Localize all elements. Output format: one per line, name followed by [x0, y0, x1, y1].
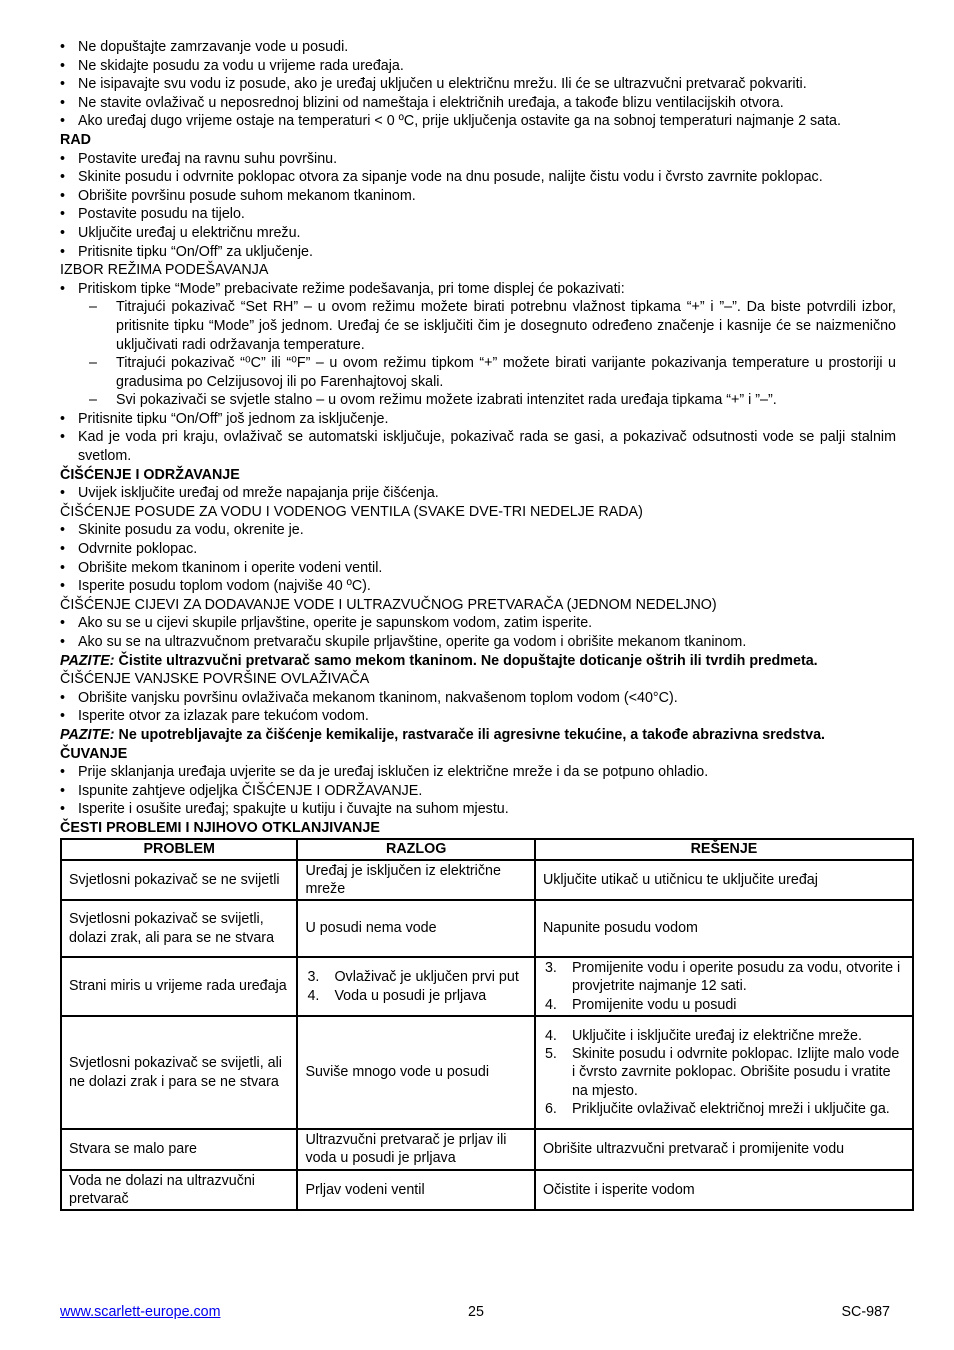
warning-note	[60, 652, 896, 671]
reason-cell: Uređaj je isključen iz električne mreže	[297, 860, 535, 901]
item-number: 3.	[544, 960, 557, 977]
solution-list	[543, 1027, 905, 1118]
problem-cell: Stvara se malo pare	[61, 1129, 297, 1170]
exterior-cleaning-bullets	[60, 689, 896, 726]
list-item: • Prije sklanjanja uređaja uvjerite se da je uređaj isklučen iz električne mreže i da se potpuno ohladio.	[60, 763, 896, 782]
subheading-transducer-cleaning: ČIŠĆENJE CIJEVI ZA DODAVANJE VODE I ULTRAZVUČNOG PRETVARAČA (JEDNOM NEDELJNO)	[60, 596, 717, 613]
solution-cell: Očistite i isperite vodom	[535, 1170, 913, 1211]
dash-item: – Titrajući pokazivač “⁰C” ili “⁰F” – u ovom režimu tipkom “+” možete birati varijante pokazivanja temperature u prostoriji u gradusima po Celzijusovoj ili po Farenhajtovoj skali.	[60, 354, 896, 391]
section-heading-storage: ČUVANJE	[60, 745, 128, 762]
reason-cell: Ultrazvučni pretvarač je prljav ili voda u posudi je prljava	[297, 1129, 535, 1170]
problem-cell: Svjetlosni pokazivač se svijetli, ali ne dolazi zrak i para se ne stvara	[61, 1016, 297, 1129]
solution-cell: Uključite utikač u utičnicu te uključite uređaj	[535, 860, 913, 901]
troubleshooting-table	[60, 838, 914, 1212]
list-item: • Pritisnite tipku “On/Off” još jednom za isključenje.	[60, 410, 896, 429]
list-item	[305, 968, 527, 986]
problem-cell: Svjetlosni pokazivač se svijetli, dolazi zrak, ali para se ne stvara	[61, 900, 297, 957]
list-item: • Postavite posudu na tijelo.	[60, 205, 896, 224]
table-row	[61, 900, 913, 957]
list-item: • Ne isipavajte svu vodu iz posude, ako je uređaj uključen u električnu mrežu. Ili će se ultrazvučni pretvarač pokvariti.	[60, 75, 896, 94]
solution-list	[543, 959, 905, 1014]
column-header-solution: REŠENJE	[535, 839, 913, 860]
list-item: • Skinite posudu za vodu, okrenite je.	[60, 521, 896, 540]
item-number: 3.	[307, 969, 320, 986]
list-item	[305, 987, 527, 1005]
list-item: • Ne skidajte posudu za vodu u vrijeme rada uređaja.	[60, 57, 896, 76]
table-row	[61, 860, 913, 901]
reason-cell	[297, 957, 535, 1016]
storage-bullets	[60, 763, 896, 819]
reason-cell: Suviše mnogo vode u posudi	[297, 1016, 535, 1129]
list-item: • Ako su se u cijevi skupile prljavštine, operite je sapunskom vodom, zatim isperite.	[60, 614, 896, 633]
item-text: Skinite posudu i odvrnite poklopac. Izlijte malo vode i čvrsto zavrnite poklopac. Obrišite posudu i vratite na mjesto.	[571, 1046, 900, 1099]
page-number: 25	[468, 1304, 484, 1320]
item-text: Uključite i isključite uređaj iz električne mreže.	[571, 1027, 862, 1044]
table-row	[61, 1129, 913, 1170]
list-item: • Ako uređaj dugo vrijeme ostaje na temperaturi < 0 ºC, prije uključenja ostavite ga na sobnoj temperaturi najmanje 2 sata.	[60, 112, 896, 131]
list-item: • Obrišite površinu posude suhom mekanom tkaninom.	[60, 187, 896, 206]
warning-note	[60, 726, 896, 745]
list-item	[543, 959, 905, 996]
list-item: • Obrišite mekom tkaninom i operite vodeni ventil.	[60, 559, 896, 578]
container-cleaning-bullets	[60, 521, 896, 595]
problem-cell: Voda ne dolazi na ultrazvučni pretvarač	[61, 1170, 297, 1211]
list-item: • Uključite uređaj u električnu mrežu.	[60, 224, 896, 243]
item-text: Priključite ovlaživač električnoj mreži i uključite ga.	[571, 1100, 890, 1117]
section-heading-cleaning: ČIŠĆENJE I ODRŽAVANJE	[60, 466, 240, 483]
list-item: • Uvijek isključite uređaj od mreže napajanja prije čišćenja.	[60, 484, 896, 503]
page-content	[60, 38, 901, 1211]
list-item	[543, 996, 905, 1014]
transducer-cleaning-bullets	[60, 614, 896, 651]
section-heading-rad: RAD	[60, 131, 91, 148]
table-row	[61, 957, 913, 1016]
page-footer	[60, 1303, 890, 1323]
list-item: • Ispunite zahtjeve odjeljka ČIŠĆENJE I ODRŽAVANJE.	[60, 782, 896, 801]
cleaning-bullets	[60, 484, 896, 503]
item-number: 4.	[307, 987, 320, 1004]
list-item: • Isperite posudu toplom vodom (najviše 40 ºC).	[60, 577, 896, 596]
item-number: 4.	[544, 996, 557, 1013]
solution-cell: Obrišite ultrazvučni pretvarač i promijenite vodu	[535, 1129, 913, 1170]
list-item: • Ne dopuštajte zamrzavanje vode u posudi.	[60, 38, 896, 57]
warning-label: PAZITE:	[60, 726, 115, 743]
list-item	[543, 1100, 905, 1118]
section-heading-troubleshooting: ČESTI PROBLEMI I NJIHOVO OTKLANJIVANJE	[60, 819, 380, 836]
list-item: • Kad je voda pri kraju, ovlaživač se automatski isključuje, pokazivač rada se gasi, a pokazivač odsutnosti vode se palji stalnim svetlom.	[60, 428, 896, 465]
website-link[interactable]: www.scarlett-europe.com	[60, 1304, 221, 1320]
column-header-reason: RAZLOG	[297, 839, 535, 860]
list-item: • Postavite uređaj na ravnu suhu površinu.	[60, 150, 896, 169]
reason-cell: Prljav vodeni ventil	[297, 1170, 535, 1211]
rad-bullets	[60, 150, 896, 262]
solution-cell	[535, 957, 913, 1016]
item-text: Promijenite vodu i operite posudu za vodu, otvorite i provjetrite najmanje 12 sati.	[571, 960, 901, 995]
dash-item: – Titrajući pokazivač “Set RH” – u ovom režimu možete birati potrebnu vlažnost tipkama “+” i ”–”. Da biste potvrdili izbor, pritisnite tipku “Mode” još jednom. Uređaj će se isključiti čim je dosegnuto određeno značenje i kasnije će se naizmenično uključivati radi održavanja temperature.	[60, 298, 896, 354]
model-number: SC-987	[841, 1304, 890, 1320]
list-item: • Ako su se na ultrazvučnom pretvaraču skupile prljavštine, operite ga vodom i obrišite mekanom tkaninom.	[60, 633, 896, 652]
list-item: • Odvrnite poklopac.	[60, 540, 896, 559]
item-number: 4.	[544, 1027, 557, 1044]
intro-bullets	[60, 38, 896, 131]
list-item: • Pritisnite tipku “On/Off” za uključenje.	[60, 243, 896, 262]
item-text: Promijenite vodu u posudi	[571, 996, 737, 1013]
mode-bullets	[60, 280, 896, 466]
subheading-container-cleaning: ČIŠĆENJE POSUDE ZA VODU I VODENOG VENTILA (SVAKE DVE-TRI NEDELJE RADA)	[60, 503, 643, 520]
item-text: Ovlaživač je uključen prvi put	[334, 969, 519, 986]
problem-cell: Svjetlosni pokazivač se ne svijetli	[61, 860, 297, 901]
list-item: • Skinite posudu i odvrnite poklopac otvora za sipanje vode na dnu posude, nalijte čistu vodu i čvrsto zavrnite poklopac.	[60, 168, 896, 187]
warning-text: Ne upotrebljavajte za čišćenje kemikalije, rastvarače ili agresivne tekućine, a takođe abrazivna sredstva.	[114, 726, 825, 743]
list-item: • Isperite otvor za izlazak pare tekućom vodom.	[60, 707, 896, 726]
solution-cell: Napunite posudu vodom	[535, 900, 913, 957]
list-item	[543, 1045, 905, 1100]
reason-cell: U posudi nema vode	[297, 900, 535, 957]
dash-item: – Svi pokazivači se svjetle stalno – u ovom režimu možete izabrati intenzitet rada uređaja tipkama “+” i ”–”.	[60, 391, 896, 410]
list-item: • Ne stavite ovlaživač u neposrednoj blizini od nameštaja i električnih uređaja, a takođe blizu ventilacijskih otvora.	[60, 94, 896, 113]
item-number: 5.	[544, 1046, 557, 1063]
warning-text: Čistite ultrazvučni pretvarač samo mekom tkaninom. Ne dopuštajte doticanje oštrih ili tvrdih predmeta.	[114, 652, 818, 669]
table-row	[61, 1016, 913, 1129]
list-item: • Obrišite vanjsku površinu ovlaživača mekanom tkaninom, nakvašenom toplom vodom (<40°C).	[60, 689, 896, 708]
list-item: • Pritiskom tipke “Mode” prebacivate režime podešavanja, pri tome displej će pokazivati:	[60, 280, 896, 299]
solution-cell	[535, 1016, 913, 1129]
reason-list	[305, 968, 527, 1005]
list-item: • Isperite i osušite uređaj; spakujte u kutiju i čuvajte na suhom mjestu.	[60, 800, 896, 819]
problem-cell: Strani miris u vrijeme rada uređaja	[61, 957, 297, 1016]
table-row	[61, 1170, 913, 1211]
table-header-row	[61, 839, 913, 860]
item-text: Voda u posudi je prljava	[334, 987, 487, 1004]
column-header-problem: PROBLEM	[61, 839, 297, 860]
item-number: 6.	[544, 1100, 557, 1117]
warning-label: PAZITE:	[60, 652, 115, 669]
list-item	[543, 1027, 905, 1045]
section-heading-mode: IZBOR REŽIMA PODEŠAVANJA	[60, 262, 269, 279]
subheading-exterior-cleaning: ČIŠĆENJE VANJSKE POVRŠINE OVLAŽIVAČA	[60, 671, 370, 688]
